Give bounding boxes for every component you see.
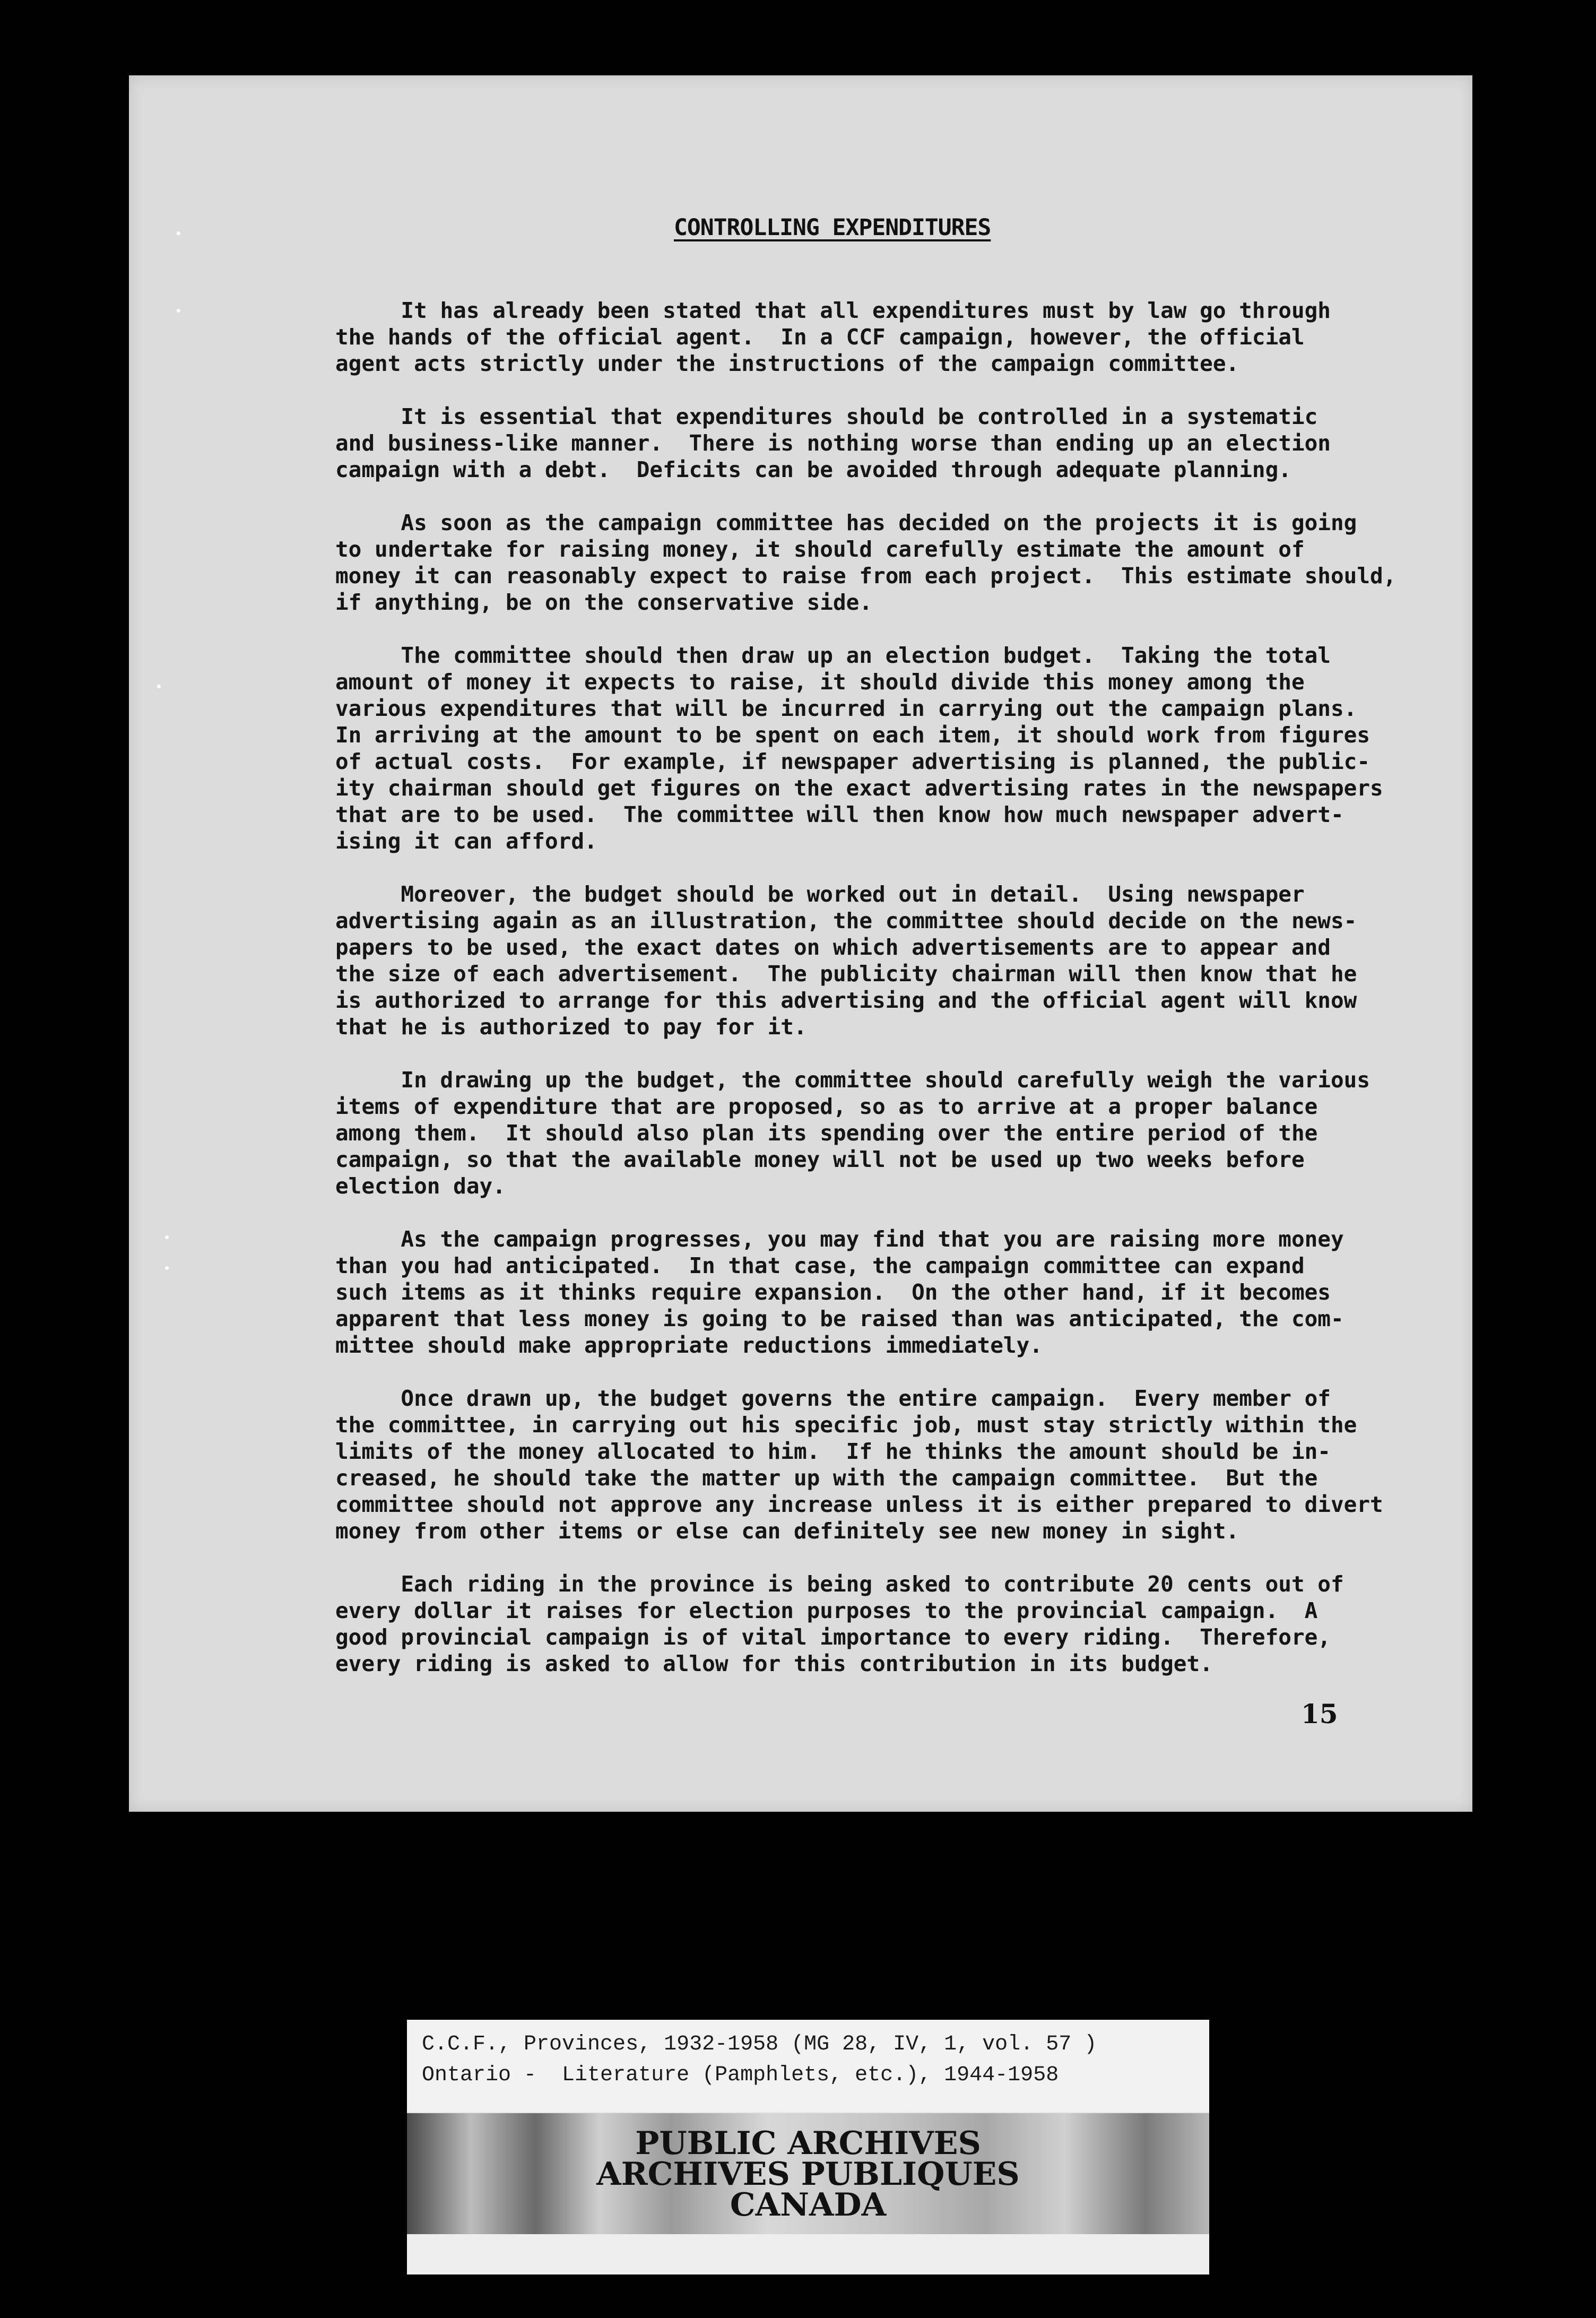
paragraph-6: In drawing up the budget, the committee should carefully weigh the various items of expenditure that are proposed, so as to arrive at a proper balance among them. It should also plan its spending over the entire period of the campaign, so that the available money will not be used up two weeks before election day. (335, 1067, 1371, 1199)
stamp-line-3: CANADA (730, 2186, 887, 2224)
paragraph-2: It is essential that expenditures should be controlled in a systematic and business-like manner. There is nothing worse than ending up an election campaign with a debt. Deficits can be avoided through adequate planning. (335, 404, 1331, 482)
document-title: CONTROLLING EXPENDITURES (674, 214, 991, 241)
paragraph-1: It has already been stated that all expenditures must by law go through the hands of the official agent. In a CCF campaign, however, the official agent acts strictly under the instructions of the campaign committee. (335, 298, 1331, 376)
margin-mark (165, 1235, 169, 1239)
label-footer (407, 2234, 1209, 2274)
archive-label (407, 2020, 1209, 2274)
paragraph-9: Each riding in the province is being asked to contribute 20 cents out of every dollar it raises for election purposes to the provincial campaign. A good provincial campaign is of vital importance to every riding. Therefore, every riding is asked to allow for this contribution in its budget. (335, 1571, 1344, 1676)
page-number: 15 (1301, 1698, 1338, 1729)
margin-mark (177, 309, 180, 313)
paragraph-8: Once drawn up, the budget governs the entire campaign. Every member of the committee, in carrying out his specific job, must stay strictly within the limits of the money allocated to him. If he thinks the amount should be in- creased, he should take the matter up with the campaign committee. But the committee should not approve any increase unless it is either prepared to divert money from other items or else can definitely see new money in sight. (335, 1386, 1383, 1544)
margin-mark (177, 231, 180, 235)
stamp-line-1: PUBLIC ARCHIVES (635, 2125, 981, 2162)
stamp-line-2: ARCHIVES PUBLIQUES (596, 2156, 1020, 2193)
paragraph-4: The committee should then draw up an election budget. Taking the total amount of money it expects to raise, it should divide this money among the various expenditures that will be incurred in carrying out the campaign plans. In arriving at the amount to be spent on each item, it should work from figures of actual costs. For example, if newspaper advertising is planned, the public- ity chairman should get figures on the exact advertising rates in the newspapers that are to be used. The committee will then know how much newspaper advert- ising it can afford. (335, 643, 1383, 854)
margin-mark (165, 1266, 169, 1270)
paragraph-5: Moreover, the budget should be worked out in detail. Using newspaper advertising again as an illustration, the committee should decide on the news- papers to be used, the exact dates on which advertisements are to appear and the size of each advertisement. The publicity chairman will then know that he is authorized to arrange for this advertising and the official agent will know that he is authorized to pay for it. (335, 881, 1357, 1040)
archive-stamp (407, 2113, 1209, 2234)
label-caption-area (407, 2020, 1209, 2112)
paragraph-7: As the campaign progresses, you may find that you are raising more money than you had anticipated. In that case, the campaign committee can expand such items as it thinks require expansion. On the other hand, if it becomes apparent that less money is going to be raised than was anticipated, the com- mittee should make appropriate reductions immediately. (335, 1226, 1344, 1358)
label-line-1: C.C.F., Provinces, 1932-1958 (MG 28, IV, 1, vol. 57 ) (422, 2032, 1097, 2056)
label-line-2: Ontario - Literature (Pamphlets, etc.), 1944-1958 (422, 2063, 1059, 2087)
paragraph-3: As soon as the campaign committee has decided on the projects it is going to undertake for raising money, it should carefully estimate the amount of money it can reasonably expect to raise from each project. This estimate should, if anything, be on the conservative side. (335, 510, 1396, 615)
margin-mark (157, 685, 161, 688)
